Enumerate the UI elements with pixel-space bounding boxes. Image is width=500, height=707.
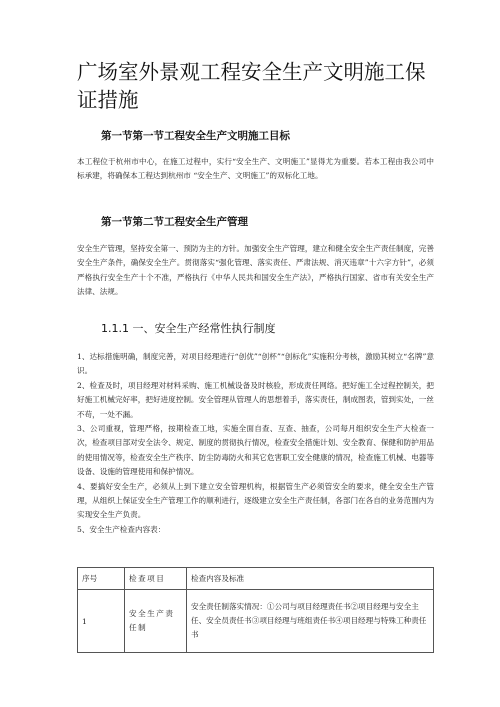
subsection-list (77, 350, 434, 537)
row-content: 安全责任制落实情况：①公司与项目经理责任书②项目经理与安全主任、安全员责任书③项目经理与班组责任书④项目经理与特殊工种责任书 (187, 590, 434, 653)
list-item: 4、要搞好安全生产，必须从上到下建立安全管理机构，根据管生产必须管安全的要求，健全安全生产管理，从组织上保证安全生产管理工作的顺利进行，逐级建立安全生产责任制，各部门在各自的业务范围内为实现安全生产负责。 (77, 481, 434, 520)
section1-paragraph (77, 155, 434, 184)
section1-heading: 第一节第一节工程安全生产文明施工目标 (101, 130, 290, 142)
header-content: 检查内容及标准 (187, 568, 434, 590)
section1-body: 本工程位于杭州市中心，在施工过程中，实行“安全生产、文明施工”显得尤为重要。若本工程由我公司中标承建，将确保本工程达到杭州市 “安全生产、文明施工”的双标化工地。 (77, 157, 434, 181)
list-item: 2、检查及时，项目经理对材料采购、施工机械设备及时核验，形成责任网络。把好施工全过程控制关，把好施工机械完好率，把好进度控制。安全管理从管理人的思想着手，落实责任，制成图表，管到实处，一丝不苟，一处不漏。 (77, 380, 434, 419)
header-no: 序号 (78, 568, 125, 590)
row-item: 安全生产责任制 (125, 590, 187, 653)
table-row (78, 590, 434, 653)
header-item: 检查项目 (125, 568, 187, 590)
document-title: 广场室外景观工程安全生产文明施工保证措施 (77, 60, 426, 112)
table-header-row (78, 568, 434, 590)
inspection-table (77, 567, 434, 653)
subsection-heading: 1.1.1 一、安全生产经常性执行制度 (101, 322, 276, 335)
list-item: 5、安全生产检查内容表： (77, 524, 166, 534)
list-item: 3、公司重视，管理严格，按期检查工地，实施全面自查、互查、抽查，公司每月组织安全生产大检查一次，检查项目部对安全法令、规定、制度的贯彻执行情况，检查安全措施计划、安全教育、保健和防护用品的使用情况等，检查安全生产秩序、防尘防毒防火和其它危害职工安全健康的情况，检查施工机械、电器等设备、设施的管理使用和保护情况。 (77, 424, 434, 477)
section2-heading: 第一节第二节工程安全生产管理 (101, 216, 248, 228)
list-item: 1、达标措施明确，制度完善，对项目经理进行“创优”“创杯”“创标化”实施积分考核，激励其树立“名牌”意识。 (77, 352, 434, 376)
section2-paragraph (77, 242, 434, 300)
row-no: 1 (78, 590, 125, 653)
section2-body: 安全生产管理，坚持安全第一、预防为主的方针。加强安全生产管理，建立和健全安全生产责任制度，完善安全生产条件，确保安全生产。贯彻落实“强化管理、落实责任、严肃法规、消灭违章”十六字方针”，必须严格执行安全生产十个不准，严格执行《中华人民共和国安全生产法》，严格执行国家、省市有关安全生产法律、法规。 (77, 244, 434, 297)
